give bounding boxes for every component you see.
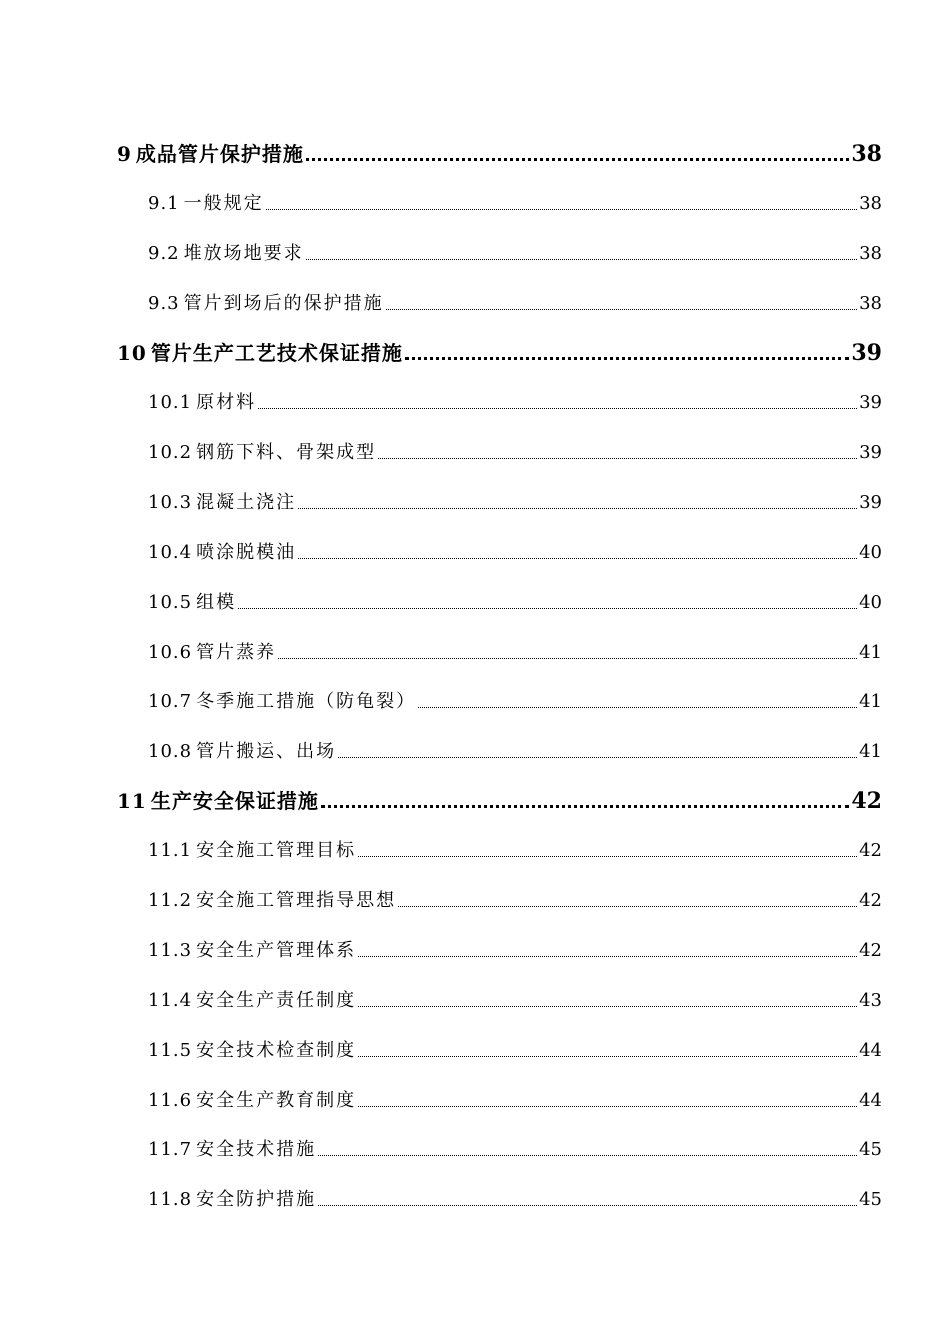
toc-title: 生产安全保证措施	[150, 789, 319, 813]
dot-leader	[298, 488, 857, 514]
toc-page-number: 39	[859, 492, 882, 513]
toc-page-number: 38	[851, 141, 882, 167]
toc-number: 9.1	[148, 193, 180, 214]
toc-entry-11-1[interactable]	[148, 836, 882, 862]
toc-number: 10.3	[148, 492, 193, 513]
toc-title: 管片到场后的保护措施	[183, 293, 384, 314]
dot-leader	[318, 1135, 857, 1161]
toc-page-number: 40	[859, 592, 882, 613]
dot-leader	[358, 936, 857, 962]
toc-number: 10	[117, 341, 147, 365]
dot-leader	[418, 687, 857, 713]
toc-number: 10.6	[148, 642, 193, 663]
dot-leader	[278, 638, 857, 664]
toc-number: 11.6	[148, 1090, 193, 1111]
toc-page-number: 42	[859, 840, 882, 861]
toc-page-number: 40	[859, 542, 882, 563]
toc-page-number: 41	[859, 642, 882, 663]
toc-entry-10[interactable]	[117, 337, 882, 366]
toc-title: 堆放场地要求	[183, 243, 304, 264]
toc-title: 安全生产责任制度	[196, 990, 357, 1011]
dot-leader	[258, 388, 857, 414]
toc-title: 安全施工管理目标	[196, 840, 357, 861]
toc-title: 安全生产教育制度	[196, 1090, 357, 1111]
dot-leader	[238, 588, 857, 614]
toc-page-number: 42	[859, 940, 882, 961]
toc-page-number: 44	[859, 1040, 882, 1061]
toc-page-number: 39	[859, 442, 882, 463]
toc-entry-11-8[interactable]	[148, 1185, 882, 1211]
toc-entry-11-4[interactable]	[148, 986, 882, 1012]
toc-page-number: 38	[859, 293, 882, 314]
toc-title: 组模	[196, 592, 237, 613]
toc-entry-10-5[interactable]	[148, 588, 882, 614]
toc-number: 11.1	[148, 840, 193, 861]
dot-leader	[306, 138, 849, 167]
toc-number: 9	[117, 142, 132, 166]
toc-entry-10-1[interactable]	[148, 388, 882, 414]
toc-number: 11	[117, 789, 147, 813]
toc-number: 10.8	[148, 741, 193, 762]
toc-page-number: 45	[859, 1189, 882, 1210]
toc-number: 10.1	[148, 392, 193, 413]
dot-leader	[321, 785, 850, 814]
dot-leader	[405, 337, 850, 366]
toc-entry-10-8[interactable]	[148, 737, 882, 763]
toc-number: 11.8	[148, 1189, 193, 1210]
toc-entry-11[interactable]	[117, 785, 882, 814]
toc-page-number: 43	[859, 990, 882, 1011]
toc-title: 安全施工管理指导思想	[196, 890, 397, 911]
dot-leader	[338, 737, 857, 763]
toc-title: 安全技术检查制度	[196, 1040, 357, 1061]
toc-page-number: 38	[859, 243, 882, 264]
dot-leader	[306, 239, 857, 265]
dot-leader	[378, 438, 857, 464]
toc-number: 10.4	[148, 542, 193, 563]
toc-title: 安全技术措施	[196, 1139, 317, 1160]
dot-leader	[398, 886, 857, 912]
toc-number: 11.5	[148, 1040, 193, 1061]
toc-entry-10-4[interactable]	[148, 538, 882, 564]
toc-number: 10.2	[148, 442, 193, 463]
toc-entry-9-3[interactable]	[148, 289, 882, 315]
dot-leader	[358, 836, 857, 862]
toc-page-number: 38	[859, 193, 882, 214]
dot-leader	[386, 289, 857, 315]
toc-title: 管片生产工艺技术保证措施	[150, 341, 403, 365]
dot-leader	[266, 189, 857, 215]
toc-entry-10-7[interactable]	[148, 687, 882, 713]
toc-page-number: 41	[859, 691, 882, 712]
toc-entry-11-7[interactable]	[148, 1135, 882, 1161]
toc-page-number: 44	[859, 1090, 882, 1111]
toc-title: 管片蒸养	[196, 642, 277, 663]
toc-number: 9.2	[148, 243, 180, 264]
toc-title: 混凝土浇注	[196, 492, 297, 513]
toc-number: 10.5	[148, 592, 193, 613]
toc-page-number: 39	[859, 392, 882, 413]
toc-entry-10-2[interactable]	[148, 438, 882, 464]
toc-title: 一般规定	[183, 193, 264, 214]
toc-title: 安全生产管理体系	[196, 940, 357, 961]
toc-title: 原材料	[196, 392, 257, 413]
toc-title: 冬季施工措施（防龟裂）	[196, 691, 417, 712]
toc-page-number: 39	[851, 340, 882, 366]
dot-leader	[358, 1036, 857, 1062]
toc-entry-11-5[interactable]	[148, 1036, 882, 1062]
toc-title: 管片搬运、出场	[196, 741, 337, 762]
dot-leader	[358, 1086, 857, 1112]
dot-leader	[318, 1185, 857, 1211]
dot-leader	[358, 986, 857, 1012]
toc-page-number: 42	[851, 788, 882, 814]
toc-entry-11-3[interactable]	[148, 936, 882, 962]
toc-title: 喷涂脱模油	[196, 542, 297, 563]
toc-entry-10-3[interactable]	[148, 488, 882, 514]
toc-entry-10-6[interactable]	[148, 638, 882, 664]
toc-page-number: 41	[859, 741, 882, 762]
toc-number: 11.2	[148, 890, 193, 911]
toc-number: 10.7	[148, 691, 193, 712]
toc-entry-9-2[interactable]	[148, 239, 882, 265]
toc-page-number: 45	[859, 1139, 882, 1160]
toc-number: 9.3	[148, 293, 180, 314]
dot-leader	[298, 538, 857, 564]
toc-title: 钢筋下料、骨架成型	[196, 442, 377, 463]
toc-entry-9-1[interactable]	[148, 189, 882, 215]
toc-entry-9[interactable]	[117, 138, 882, 167]
toc-page-number: 42	[859, 890, 882, 911]
toc-entry-11-2[interactable]	[148, 886, 882, 912]
toc-number: 11.7	[148, 1139, 193, 1160]
toc-title: 安全防护措施	[196, 1189, 317, 1210]
toc-title: 成品管片保护措施	[135, 142, 304, 166]
toc-number: 11.3	[148, 940, 193, 961]
toc-number: 11.4	[148, 990, 193, 1011]
toc-entry-11-6[interactable]	[148, 1086, 882, 1112]
